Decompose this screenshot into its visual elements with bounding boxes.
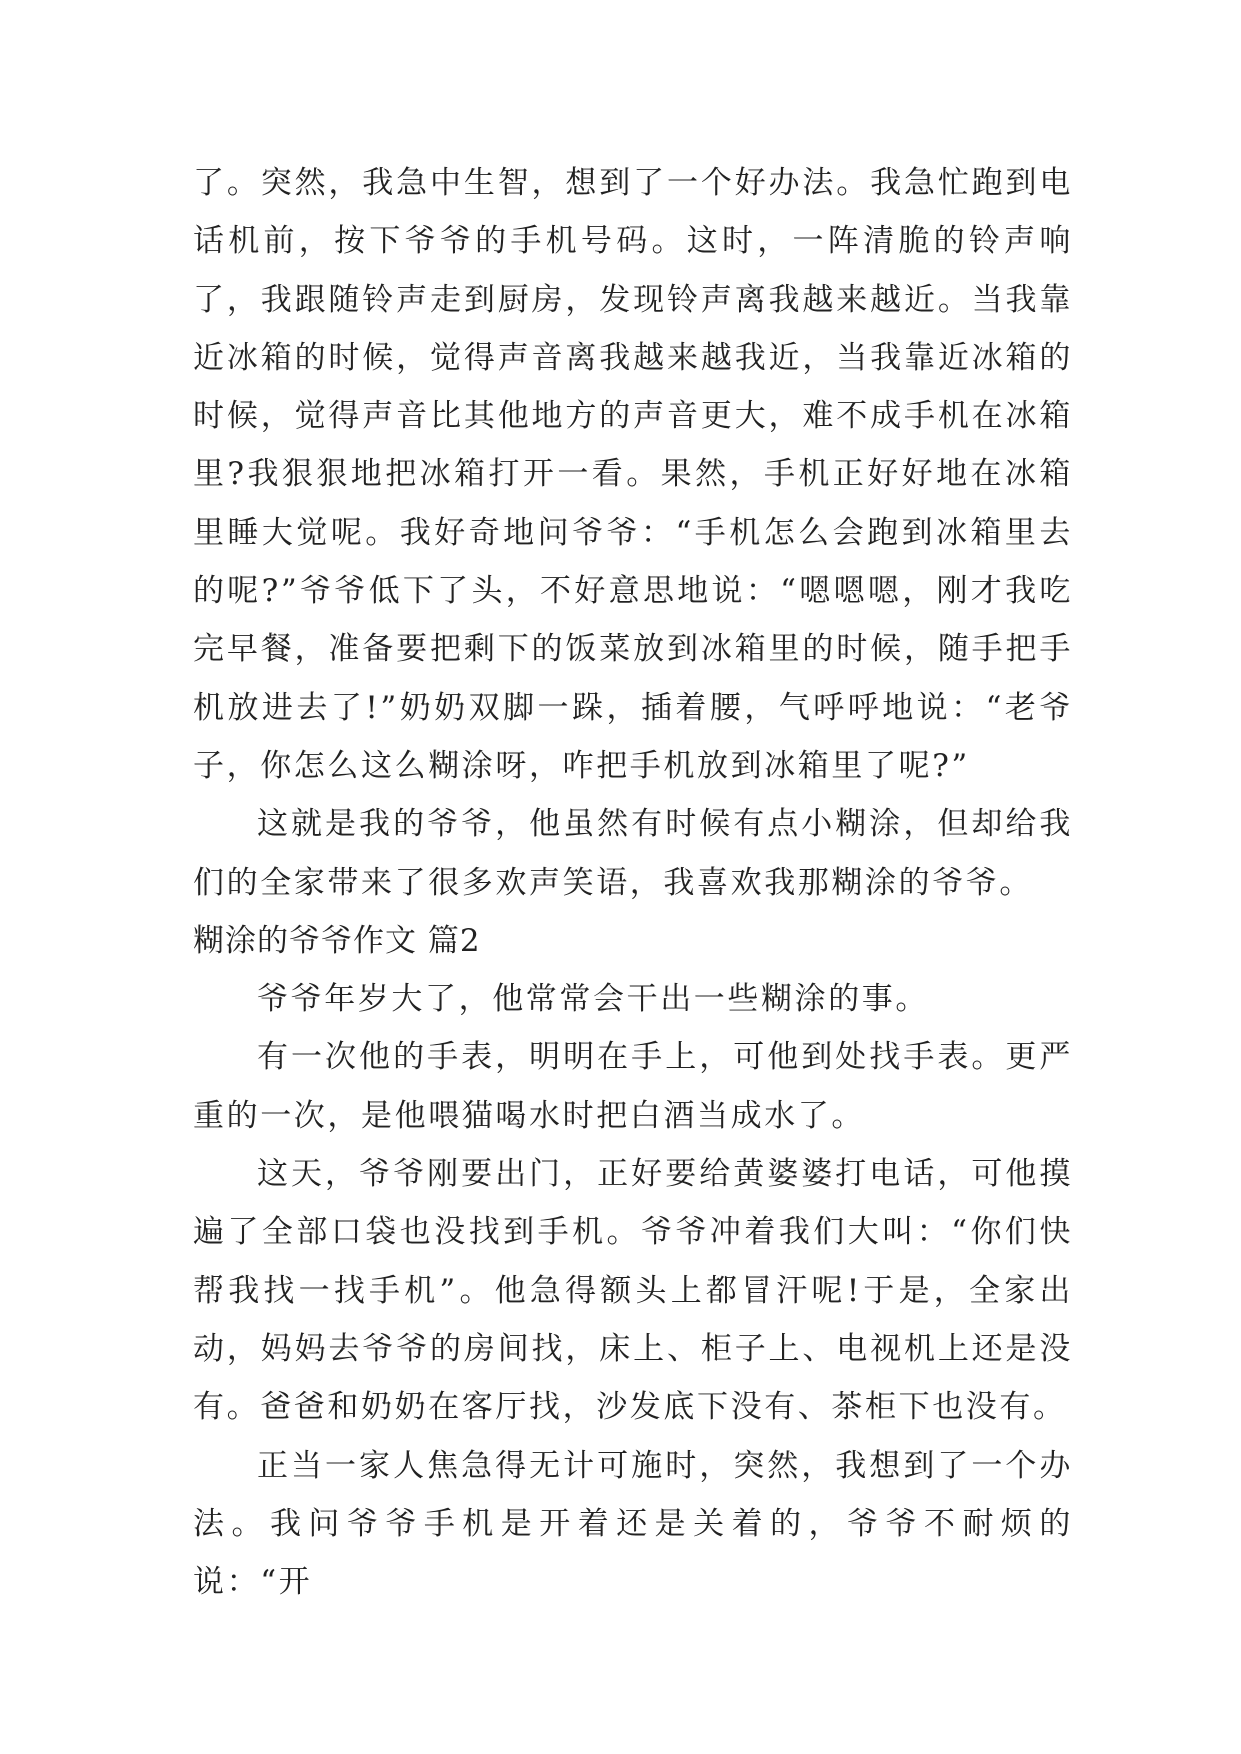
paragraph-intro: 爷爷年岁大了，他常常会干出一些糊涂的事。	[257, 981, 929, 1018]
document-body	[193, 154, 1073, 1611]
paragraph-idea: 正当一家人焦急得无计可施时，突然，我想到了一个办法。我问爷爷手机是开着还是关着的，爷爷不耐烦的说：“开	[193, 1447, 1073, 1601]
section-heading: 糊涂的爷爷作文 篇2	[193, 922, 481, 959]
paragraph-watch-story: 有一次他的手表，明明在手上，可他到处找手表。更严重的一次，是他喂猫喝水时把白酒当成水了。	[193, 1039, 1073, 1134]
paragraph-conclusion: 这就是我的爷爷，他虽然有时候有点小糊涂，但却给我们的全家带来了很多欢声笑语，我喜欢我那糊涂的爷爷。	[193, 806, 1073, 901]
paragraph-phone-search: 这天，爷爷刚要出门，正好要给黄婆婆打电话，可他摸遍了全部口袋也没找到手机。爷爷冲着我们大叫：“你们快帮我找一找手机”。他急得额头上都冒汗呢!于是，全家出动，妈妈去爷爷的房间找，床上、柜子上、电视机上还是没有。爸爸和奶奶在客厅找，沙发底下没有、茶柜下也没有。	[193, 1156, 1073, 1426]
paragraph-continuation: 了。突然，我急中生智，想到了一个好办法。我急忙跑到电话机前，按下爷爷的手机号码。这时，一阵清脆的铃声响了，我跟随铃声走到厨房，发现铃声离我越来越近。当我靠近冰箱的时候，觉得声音离我越来越我近，当我靠近冰箱的时候，觉得声音比其他地方的声音更大，难不成手机在冰箱里?我狠狠地把冰箱打开一看。果然，手机正好好地在冰箱里睡大觉呢。我好奇地问爷爷：“手机怎么会跑到冰箱里去的呢?”爷爷低下了头，不好意思地说：“嗯嗯嗯，刚才我吃完早餐，准备要把剩下的饭菜放到冰箱里的时候，随手把手机放进去了!”奶奶双脚一跺，插着腰，气呼呼地说：“老爷子，你怎么这么糊涂呀，咋把手机放到冰箱里了呢?”	[193, 165, 1073, 784]
